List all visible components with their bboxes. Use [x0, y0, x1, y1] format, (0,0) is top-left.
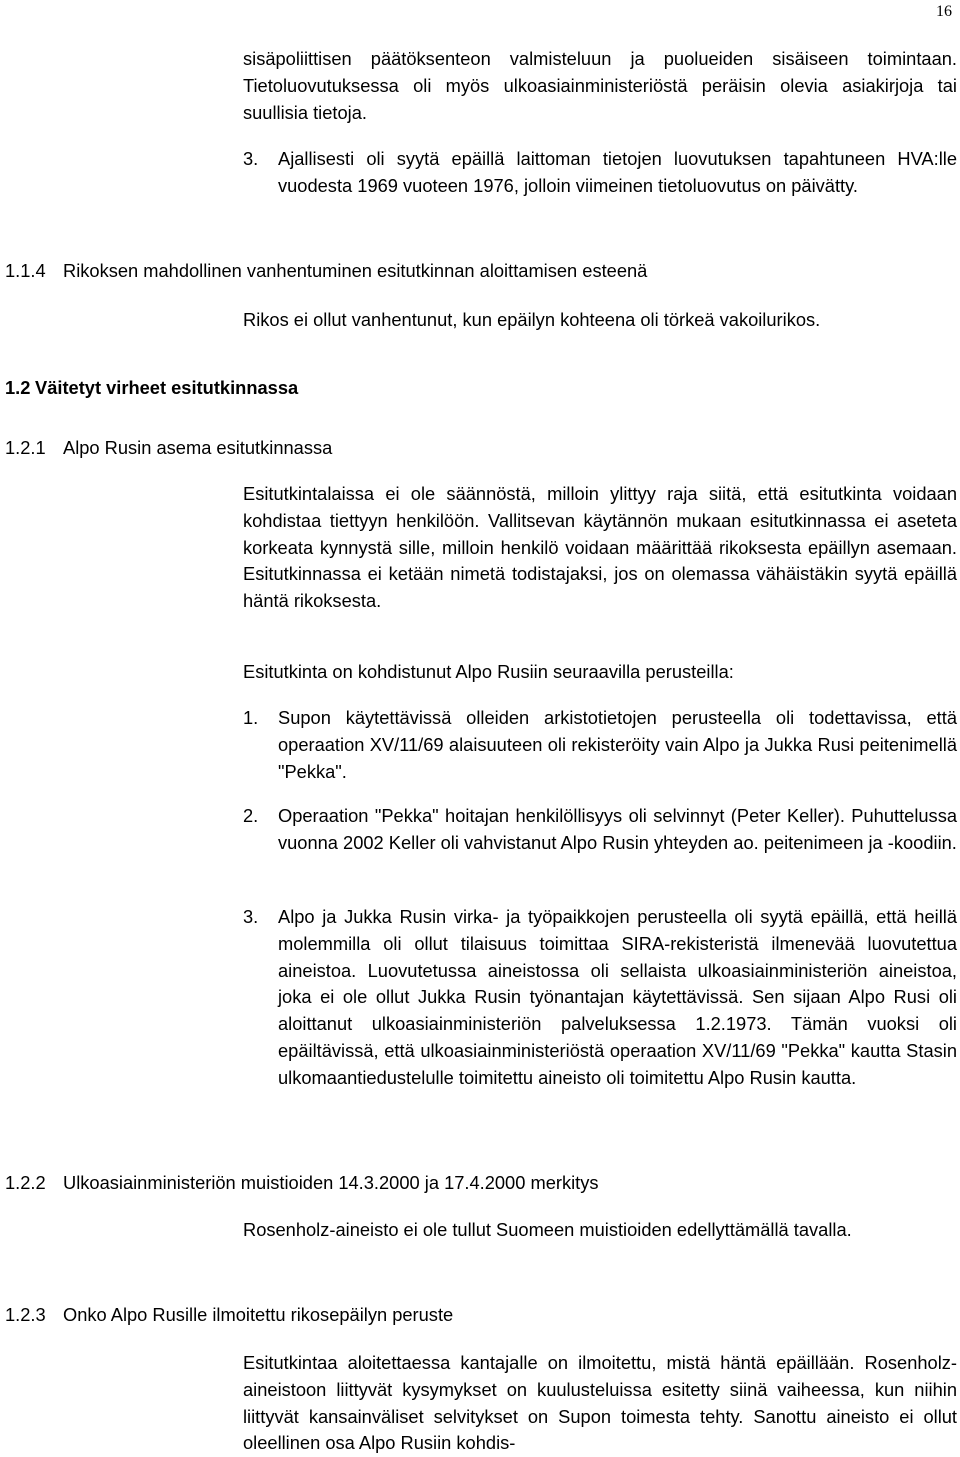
intro-paragraph: sisäpoliittisen päätöksenteon valmisteluun ja puolueiden sisäiseen toimintaan. Tietoluovutuksessa oli myös ulkoasiainministeriöstä peräisin olevia asiakirjoja tai suullisia tietoja.: [243, 48, 957, 123]
list-item-text: Alpo ja Jukka Rusin virka- ja työpaikkojen perusteella oli syytä epäillä, että heillä molemmilla oli ollut tilaisuus toimittaa SIRA-rekisteristä ilmenevää luovutettua aineistoa. Luovutetussa aineistossa oli sellaista ulkoasiainministeriön aineistoa, joka ei ole ollut Jukka Rusin työnantajan käytettävissä. Sen sijaan Alpo Rusi oli aloittanut ulkoasiainministeriön palveluksessa 1.2.1973. Tämän vuoksi oli epäiltävissä, että ulkoasiainministeriöstä operaation XV/11/69 "Pekka" kautta Stasin ulkomaantiedustelulle toimitettu aineisto oli toimitettu Alpo Rusin kautta.: [278, 906, 957, 1088]
list-item: [243, 803, 957, 857]
section-1-2-3-paragraph: Esitutkintaa aloitettaessa kantajalle on ilmoitettu, mistä häntä epäillään. Rosenholz-aineistoon liittyvät kysymykset on kuulusteluissa esitetty siinä vaiheessa, kun niihin liittyvät kansainväliset selvitykset on Supon toimesta tehty. Sanottu aineisto ei ollut oleellinen osa Alpo Rusiin kohdis-: [243, 1352, 957, 1454]
list-item-text: Ajallisesti oli syytä epäillä laittoman tietojen luovutuksen tapahtuneen HVA:lle vuodesta 1969 vuoteen 1976, jolloin viimeinen tietoluovutus on päivätty.: [278, 148, 957, 196]
page-number: 16: [936, 3, 952, 20]
list-item-number: 2.: [243, 805, 259, 826]
section-number: 1.1.4: [5, 260, 46, 281]
section-heading-1-2-3: [5, 1302, 453, 1329]
section-title: Alpo Rusin asema esitutkinnassa: [63, 437, 333, 458]
section-title: Rikoksen mahdollinen vanhentuminen esitutkinnan aloittamisen esteenä: [63, 260, 648, 281]
list-item: [243, 146, 957, 200]
list-item: [243, 904, 957, 1092]
section-1-2-2-paragraph: Rosenholz-aineisto ei ole tullut Suomeen muistioiden edellyttämällä tavalla.: [243, 1219, 852, 1240]
section-heading-1-2: [5, 375, 298, 402]
section-number: 1.2: [5, 377, 31, 398]
section-number: 1.2.1: [5, 437, 46, 458]
section-heading-1-2-2: [5, 1170, 599, 1197]
section-1-2-1-paragraph-1: Esitutkintalaissa ei ole säännöstä, milloin ylittyy raja siitä, että esitutkinta voidaan kohdistaa tiettyyn henkilöön. Vallitsevan käytännön mukaan esitutkinnassa ei aseteta korkeata kynnystä sille, milloin henkilö voidaan määrittää rikoksesta epäillyn asemaan. Esitutkinnassa ei ketään nimetä todistajaksi, jos on olemassa vähäistäkin syytä epäillä häntä rikoksesta.: [243, 483, 957, 612]
list-item-text: Operaation "Pekka" hoitajan henkilöllisyys oli selvinnyt (Peter Keller). Puhuttelussa vuonna 2002 Keller oli vahvistanut Alpo Rusin yhteyden ao. peitenimeen ja -koodiin.: [278, 805, 957, 853]
section-number: 1.2.3: [5, 1304, 46, 1325]
section-heading-1-2-1: [5, 435, 332, 462]
list-item-text: Supon käytettävissä olleiden arkistotietojen perusteella oli todettavissa, että operaation XV/11/69 alaisuuteen oli rekisteröity vain Alpo ja Jukka Rusi peitenimellä "Pekka".: [278, 707, 957, 782]
list-item: [243, 705, 957, 785]
section-1-1-4-paragraph: Rikos ei ollut vanhentunut, kun epäilyn kohteena oli törkeä vakoilurikos.: [243, 309, 821, 330]
list-item-number: 1.: [243, 707, 259, 728]
section-title: Ulkoasiainministeriön muistioiden 14.3.2000 ja 17.4.2000 merkitys: [63, 1172, 599, 1193]
section-heading-1-1-4: [5, 258, 647, 285]
section-1-2-1-paragraph-2: Esitutkinta on kohdistunut Alpo Rusiin seuraavilla perusteilla:: [243, 661, 734, 682]
list-item-number: 3.: [243, 148, 259, 169]
section-number: 1.2.2: [5, 1172, 46, 1193]
list-item-number: 3.: [243, 906, 259, 927]
section-title: Väitetyt virheet esitutkinnassa: [35, 377, 299, 398]
section-title: Onko Alpo Rusille ilmoitettu rikosepäilyn peruste: [63, 1304, 454, 1325]
